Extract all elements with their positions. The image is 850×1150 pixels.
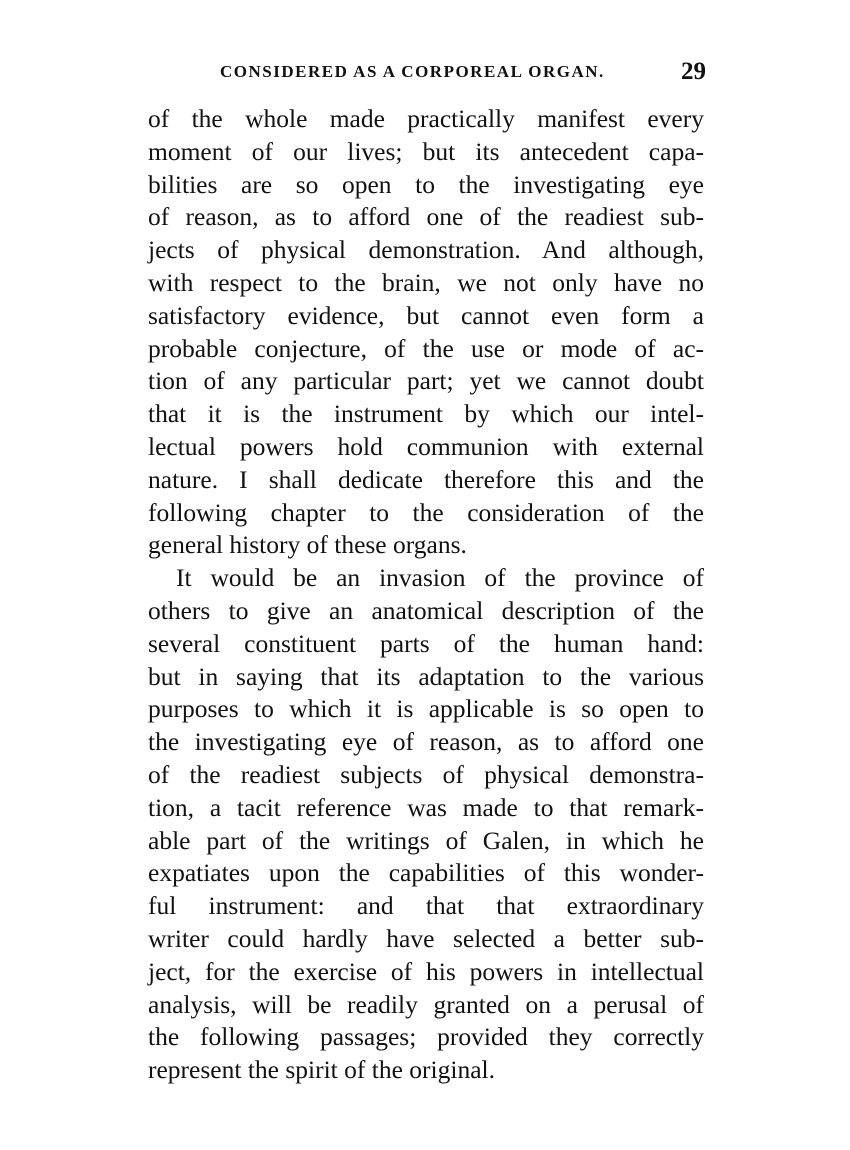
body-text (148, 103, 704, 1087)
text-line: tion of any particular part; yet we cannot doubt (148, 366, 704, 396)
text-line: tion, a tacit reference was made to that remark- (148, 792, 704, 822)
paragraph-1 (148, 103, 704, 562)
text-line: jects of physical demonstration. And although, (148, 235, 704, 265)
text-line: It would be an invasion of the province of (176, 563, 704, 593)
text-line: of the readiest subjects of physical demonstra- (148, 759, 704, 789)
text-line: following chapter to the consideration of the (148, 497, 704, 527)
text-line: several constituent parts of the human hand: (148, 628, 704, 658)
text-line: general history of these organs. (148, 530, 467, 560)
text-line: of reason, as to afford one of the readiest sub- (148, 202, 704, 232)
text-line: but in saying that its adaptation to the various (148, 661, 704, 691)
text-line: the following passages; provided they correctly (148, 1022, 704, 1052)
text-line: satisfactory evidence, but cannot even form a (148, 300, 704, 330)
text-line: ject, for the exercise of his powers in intellectual (148, 956, 704, 986)
text-line: writer could hardly have selected a better sub- (148, 923, 704, 953)
text-line: nature. I shall dedicate therefore this and the (148, 464, 704, 494)
text-line: analysis, will be readily granted on a perusal of (148, 989, 704, 1019)
text-line: others to give an anatomical description of the (148, 595, 704, 625)
text-line: bilities are so open to the investigating eye (148, 169, 704, 199)
text-line: ful instrument: and that that extraordinary (148, 891, 704, 921)
page-header (148, 60, 706, 90)
text-line: able part of the writings of Galen, in which he (148, 825, 704, 855)
text-line: of the whole made practically manifest every (148, 104, 704, 133)
page-number: 29 (681, 58, 706, 85)
text-line: probable conjecture, of the use or mode of ac- (148, 333, 704, 363)
text-line: that it is the instrument by which our intel- (148, 399, 704, 429)
text-line: the investigating eye of reason, as to afford one (148, 727, 704, 757)
text-line: expatiates upon the capabilities of this wonder- (148, 858, 704, 888)
paragraph-2 (148, 562, 704, 1087)
text-line: lectual powers hold communion with external (148, 431, 704, 461)
text-line: represent the spirit of the original. (148, 1055, 495, 1085)
text-line: purposes to which it is applicable is so open to (148, 694, 704, 724)
text-line: with respect to the brain, we not only have no (148, 267, 704, 297)
running-head: CONSIDERED AS A CORPOREAL ORGAN. (220, 62, 605, 81)
text-line: moment of our lives; but its antecedent capa- (148, 136, 704, 166)
